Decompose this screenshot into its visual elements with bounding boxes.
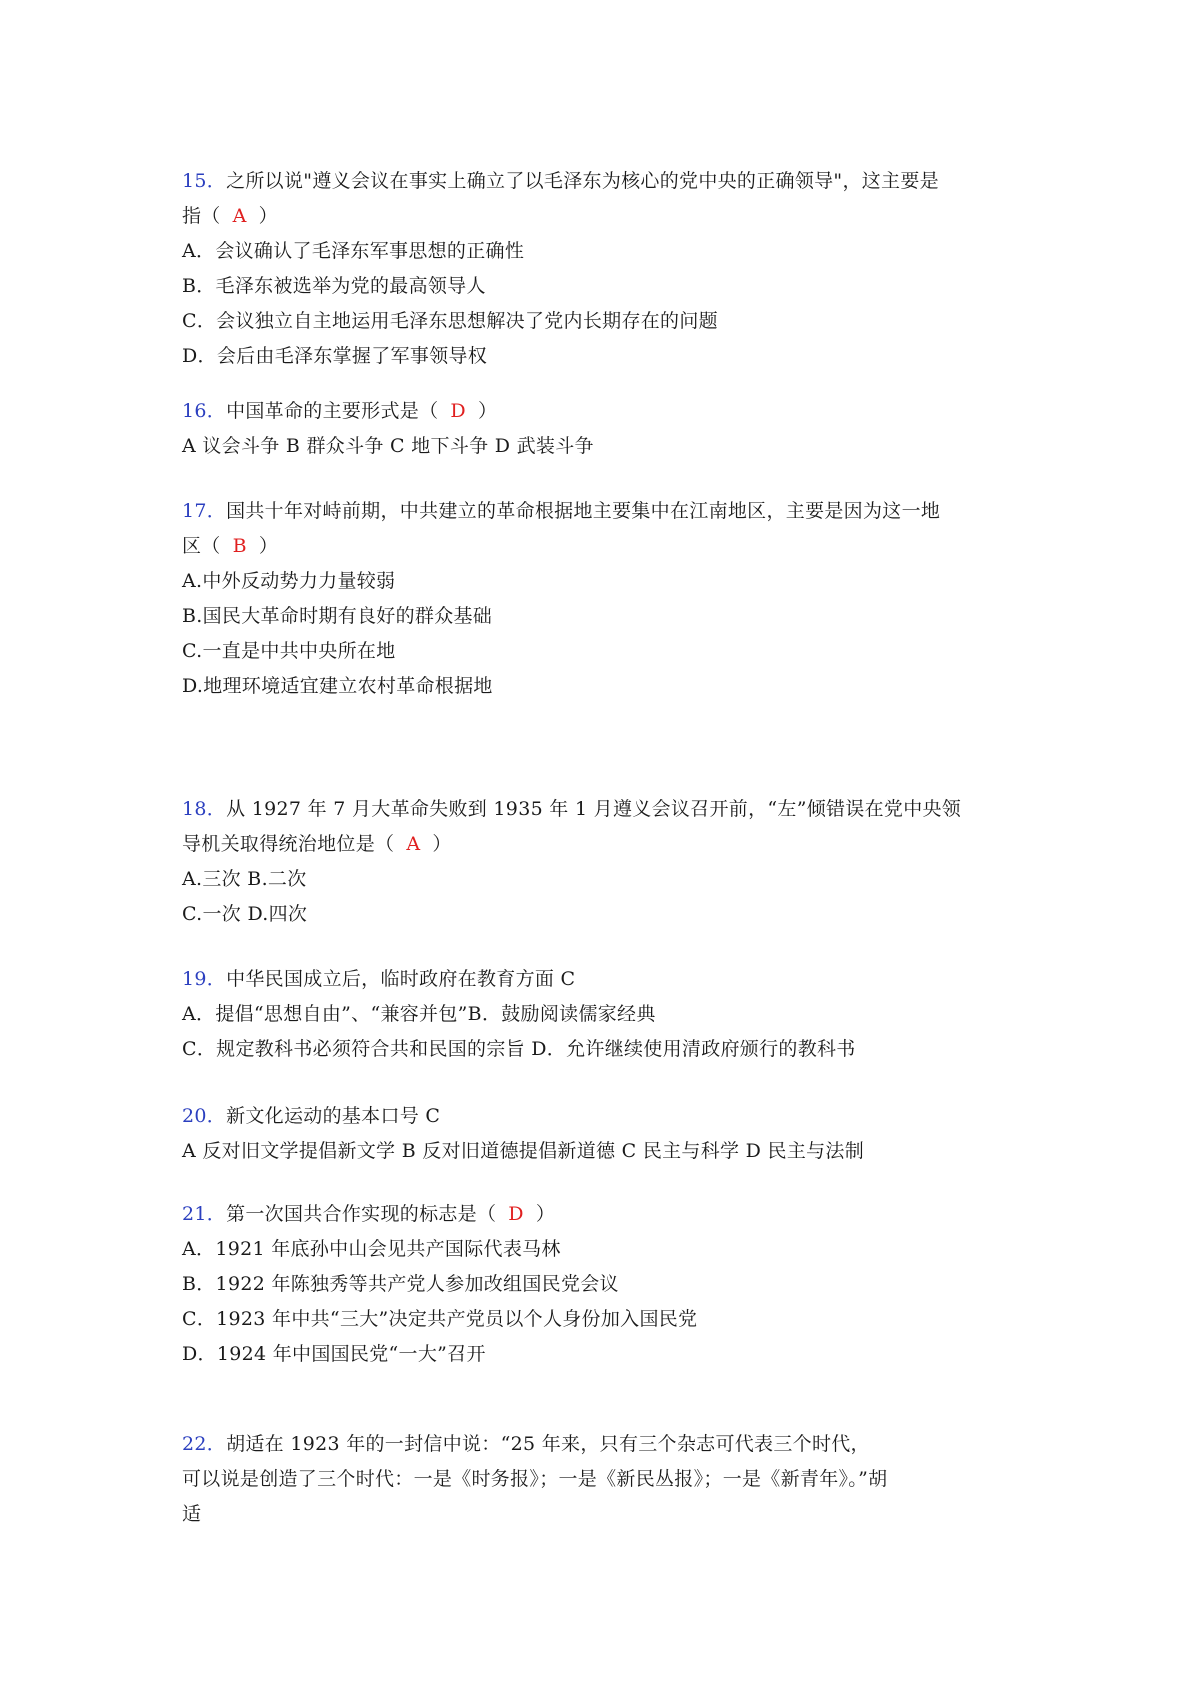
option-b: B.国民大革命时期有良好的群众基础: [182, 605, 493, 627]
question-number: 18．: [182, 798, 227, 820]
stem-text: 胡适在 1923 年的一封信中说：“25 年来，只有三个杂志可代表三个时代，: [226, 1433, 870, 1455]
stem-text: 区（: [182, 535, 221, 557]
option-a: A．1921 年底孙中山会见共产国际代表马林: [182, 1238, 561, 1260]
option-c: C．会议独立自主地运用毛泽东思想解决了党内长期存在的问题: [182, 310, 718, 332]
option-d: D．会后由毛泽东掌握了军事领导权: [182, 345, 488, 367]
options-line: A 议会斗争 B 群众斗争 C 地下斗争 D 武装斗争: [182, 435, 594, 457]
stem-text: 中国革命的主要形式是（: [226, 400, 439, 422]
question-stem-cont: [182, 827, 1012, 862]
question-stem: [182, 164, 1012, 199]
option-c: C.一直是中共中央所在地: [182, 640, 396, 662]
stem-text: ）: [432, 833, 452, 855]
stem-text: ）: [258, 205, 278, 227]
question-stem-cont: 适: [182, 1503, 202, 1525]
options-line-2: C.一次 D.四次: [182, 903, 308, 925]
question-22: [182, 1427, 1012, 1532]
question-15: [182, 164, 1012, 374]
stem-text: ）: [477, 400, 498, 422]
question-stem: [182, 1099, 1012, 1134]
stem-text: 新文化运动的基本口号 C: [226, 1105, 441, 1127]
question-17: [182, 494, 1012, 704]
question-stem: [182, 792, 1012, 827]
question-stem-cont: [182, 529, 1012, 564]
question-stem: [182, 962, 1012, 997]
option-b: B．1922 年陈独秀等共产党人参加改组国民党会议: [182, 1273, 619, 1295]
question-16: [182, 394, 1012, 464]
options-line-1: A．提倡“思想自由”、“兼容并包”B．鼓励阅读儒家经典: [182, 1003, 656, 1025]
answer-mark: D: [508, 1203, 524, 1225]
question-stem: [182, 394, 1012, 429]
question-stem-cont: [182, 199, 1012, 234]
question-number: 19．: [182, 968, 227, 990]
stem-text: 从 1927 年 7 月大革命失败到 1935 年 1 月遵义会议召开前，“左”倾错误在党中央领: [226, 798, 962, 820]
option-a: A．会议确认了毛泽东军事思想的正确性: [182, 240, 525, 262]
question-stem-cont: 可以说是创造了三个时代：一是《时务报》；一是《新民丛报》；一是《新青年》。”胡: [182, 1468, 888, 1490]
question-number: 15．: [182, 170, 227, 192]
question-number: 21．: [182, 1203, 227, 1225]
stem-text: 之所以说"遵义会议在事实上确立了以毛泽东为核心的党中央的正确领导"，这主要是: [226, 170, 939, 192]
question-19: [182, 962, 1012, 1067]
answer-mark: A: [232, 205, 247, 227]
stem-text: 中华民国成立后，临时政府在教育方面 C: [226, 968, 576, 990]
question-number: 16．: [182, 400, 227, 422]
stem-text: 导机关取得统治地位是（: [182, 833, 395, 855]
stem-text: ）: [258, 535, 279, 557]
options-line: A 反对旧文学提倡新文学 B 反对旧道德提倡新道德 C 民主与科学 D 民主与法制: [182, 1140, 865, 1162]
option-d: D.地理环境适宜建立农村革命根据地: [182, 675, 493, 697]
question-number: 17．: [182, 500, 227, 522]
answer-mark: D: [450, 400, 466, 422]
question-number: 22．: [182, 1433, 227, 1455]
option-c: C．1923 年中共“三大”决定共产党员以个人身份加入国民党: [182, 1308, 698, 1330]
answer-mark: A: [406, 833, 421, 855]
option-a: A.中外反动势力力量较弱: [182, 570, 396, 592]
question-21: [182, 1197, 1012, 1372]
stem-text: 指（: [182, 205, 221, 227]
question-stem: [182, 1197, 1012, 1232]
stem-text: 第一次国共合作实现的标志是（: [226, 1203, 497, 1225]
question-stem: [182, 494, 1012, 529]
question-stem: [182, 1427, 1012, 1462]
options-line-1: A.三次 B.二次: [182, 868, 307, 890]
stem-text: ）: [535, 1203, 556, 1225]
question-number: 20．: [182, 1105, 227, 1127]
option-b: B．毛泽东被选举为党的最高领导人: [182, 275, 486, 297]
answer-mark: B: [232, 535, 247, 557]
stem-text: 国共十年对峙前期，中共建立的革命根据地主要集中在江南地区，主要是因为这一地: [226, 500, 941, 522]
option-d: D．1924 年中国国民党“一大”召开: [182, 1343, 486, 1365]
options-line-2: C．规定教科书必须符合共和民国的宗旨 D．允许继续使用清政府颁行的教科书: [182, 1038, 856, 1060]
question-20: [182, 1099, 1012, 1169]
question-18: [182, 792, 1012, 932]
